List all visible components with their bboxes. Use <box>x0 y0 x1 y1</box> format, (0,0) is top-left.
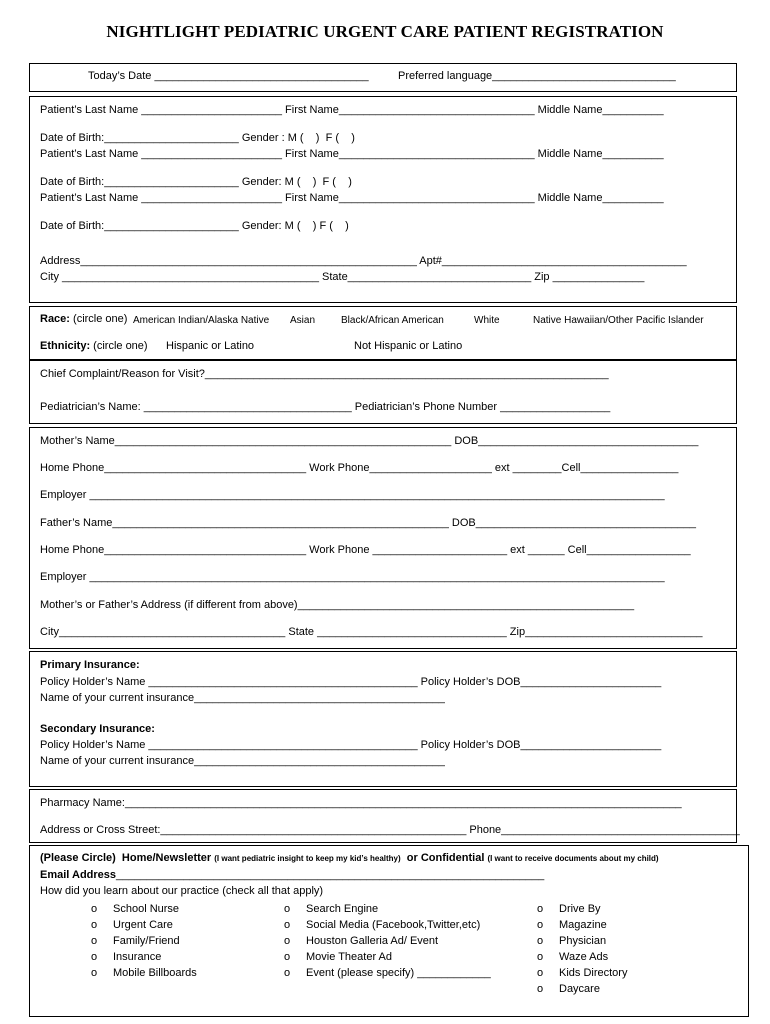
referral-option: Magazine <box>559 919 607 931</box>
checkbox-icon[interactable]: o <box>284 903 291 915</box>
email-line: ______________________________________________________________________ <box>116 869 545 881</box>
preferred-language-field[interactable]: Preferred language______________________________ <box>398 70 676 82</box>
referral-option: Movie Theater Ad <box>306 951 393 963</box>
checkbox-icon[interactable]: o <box>91 935 98 947</box>
checkbox-icon[interactable]: o <box>537 903 544 915</box>
pharmacy-address-field[interactable]: Address or Cross Street:__________________________________________________ Phone_______________________________________ <box>40 824 740 836</box>
race-label-group <box>40 313 131 326</box>
race-label: Race: <box>40 313 70 325</box>
ethnicity-option-hispanic[interactable]: Hispanic or Latino <box>166 340 255 352</box>
checkbox-icon[interactable]: o <box>537 983 544 995</box>
referral-option: Daycare <box>559 983 600 995</box>
referral-option: Mobile Billboards <box>113 967 197 979</box>
mother-name-field[interactable]: Mother’s Name_______________________________________________________ DOB____________________________________ <box>40 435 699 447</box>
secondary-insurance-heading: Secondary Insurance: <box>40 723 155 735</box>
patient-dob-field-3[interactable]: Date of Birth:______________________ Gender: M ( ) F ( ) <box>40 220 349 232</box>
chief-complaint-field[interactable]: Chief Complaint/Reason for Visit?__________________________________________________________________ <box>40 368 609 380</box>
race-option-asian[interactable]: Asian <box>290 315 316 326</box>
patient-name-field-1[interactable]: Patient’s Last Name _______________________ First Name________________________________ Middle Name__________ <box>40 104 664 116</box>
referral-option: Houston Galleria Ad/ Event <box>306 935 439 947</box>
checkbox-icon[interactable]: o <box>537 919 544 931</box>
referral-option: Drive By <box>559 903 601 915</box>
ethnicity-option-not-hispanic[interactable]: Not Hispanic or Latino <box>354 340 463 352</box>
father-name-field[interactable]: Father’s Name_______________________________________________________ DOB____________________________________ <box>40 517 696 529</box>
parent-address-field[interactable]: Mother’s or Father’s Address (if different from above)_______________________________________________________ <box>40 599 635 611</box>
patient-name-field-3[interactable]: Patient’s Last Name _______________________ First Name________________________________ Middle Name__________ <box>40 192 664 204</box>
checkbox-icon[interactable]: o <box>91 919 98 931</box>
referral-option: Kids Directory <box>559 967 628 979</box>
ethnicity-circle-hint: (circle one) <box>90 340 148 352</box>
email-field[interactable] <box>40 869 544 882</box>
patient-dob-field-2[interactable]: Date of Birth:______________________ Gender: M ( ) F ( ) <box>40 176 352 188</box>
patient-city-field[interactable]: City __________________________________________ State______________________________ Zip _______________ <box>40 271 645 283</box>
confidential-note: (I want to receive documents about my child) <box>487 854 659 863</box>
referral-option: Family/Friend <box>113 935 180 947</box>
checkbox-icon[interactable]: o <box>284 919 291 931</box>
referral-option[interactable]: Event (please specify) ____________ <box>306 967 491 979</box>
patient-name-field-2[interactable]: Patient’s Last Name _______________________ First Name________________________________ Middle Name__________ <box>40 148 664 160</box>
patient-dob-field-1[interactable]: Date of Birth:______________________ Gender : M ( ) F ( ) <box>40 132 355 144</box>
referral-option: School Nurse <box>113 903 180 915</box>
checkbox-icon[interactable]: o <box>284 967 291 979</box>
checkbox-icon[interactable]: o <box>91 903 98 915</box>
pediatrician-field[interactable]: Pediatrician’s Name: __________________________________ Pediatrician’s Phone Number __________________ <box>40 401 611 413</box>
primary-policy-holder-field[interactable]: Policy Holder’s Name ____________________________________________ Policy Holder’s DOB_______________________ <box>40 676 662 688</box>
referral-option: Insurance <box>113 951 162 963</box>
pharmacy-name-field[interactable]: Pharmacy Name:___________________________________________________________________________________________ <box>40 797 682 809</box>
newsletter-choice[interactable] <box>40 852 659 865</box>
checkbox-icon[interactable]: o <box>284 951 291 963</box>
home-newsletter-note: (I want pediatric insight to keep my kid’s healthy) <box>214 854 401 863</box>
referral-question: How did you learn about our practice (check all that apply) <box>40 885 324 897</box>
mother-phone-field[interactable]: Home Phone_________________________________ Work Phone____________________ ext ________Cell________________ <box>40 462 679 474</box>
email-label: Email Address <box>40 869 117 881</box>
race-option-white[interactable]: White <box>474 315 500 326</box>
page-title: NIGHTLIGHT PEDIATRIC URGENT CARE PATIENT REGISTRATION <box>106 22 664 41</box>
confidential-label: or Confidential <box>400 852 488 864</box>
race-option-american-indian[interactable]: American Indian/Alaska Native <box>133 315 270 326</box>
referral-option: Physician <box>559 935 607 947</box>
secondary-insurance-name-field[interactable]: Name of your current insurance_________________________________________ <box>40 755 445 767</box>
checkbox-icon[interactable]: o <box>537 967 544 979</box>
parent-city-field[interactable]: City_____________________________________ State _______________________________ Zip_____________________________ <box>40 626 703 638</box>
mother-employer-field[interactable]: Employer ______________________________________________________________________________________________ <box>40 489 665 501</box>
parents-section <box>29 427 737 649</box>
primary-insurance-heading: Primary Insurance: <box>40 659 140 671</box>
ethnicity-label-group <box>40 340 148 353</box>
referral-option: Urgent Care <box>113 919 173 931</box>
primary-insurance-name-field[interactable]: Name of your current insurance_________________________________________ <box>40 692 445 704</box>
newsletter-please-label: (Please Circle) Home/Newsletter <box>40 852 215 864</box>
father-employer-field[interactable]: Employer ______________________________________________________________________________________________ <box>40 571 665 583</box>
patient-address-field[interactable]: Address_______________________________________________________ Apt#________________________________________ <box>40 255 687 267</box>
checkbox-icon[interactable]: o <box>91 951 98 963</box>
checkbox-icon[interactable]: o <box>91 967 98 979</box>
race-option-native-hawaiian[interactable]: Native Hawaiian/Other Pacific Islander <box>533 315 704 326</box>
ethnicity-label: Ethnicity: <box>40 340 91 352</box>
checkbox-icon[interactable]: o <box>284 935 291 947</box>
race-option-black[interactable]: Black/African American <box>341 315 444 326</box>
referral-option: Search Engine <box>306 903 379 915</box>
father-phone-field[interactable]: Home Phone_________________________________ Work Phone ______________________ ext ______ Cell_________________ <box>40 544 691 556</box>
referral-option: Social Media (Facebook,Twitter,etc) <box>306 919 481 931</box>
checkbox-icon[interactable]: o <box>537 935 544 947</box>
referral-option: Waze Ads <box>559 951 609 963</box>
todays-date-field[interactable]: Today’s Date ___________________________________ <box>88 70 369 82</box>
checkbox-icon[interactable]: o <box>537 951 544 963</box>
secondary-policy-holder-field[interactable]: Policy Holder’s Name ____________________________________________ Policy Holder’s DOB_______________________ <box>40 739 662 751</box>
race-circle-hint: (circle one) <box>69 313 131 325</box>
